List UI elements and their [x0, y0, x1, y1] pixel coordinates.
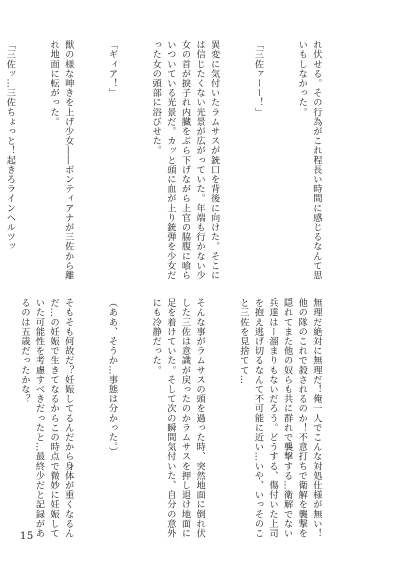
paragraph: （ああ、そうか…事態は分かった。） — [106, 298, 118, 457]
paragraph: そんな事がラムサスの頭を過った時、突然地面に倒れ伏した三佐は意識が戻ったのかラムサスを押し退け地面に足を着けていた。そして次の瞬間気付いた、自分の意外にも冷静だった。 — [150, 298, 206, 538]
paragraph: 無理だ絶対に無理だ！俺一人でこんな対処仕様が無い！他の隊のこれで殺されるのか！不意打ちで衛解を襲撃を隠れてまた他の奴らも共に群れで襲撃する…衛解でない兵達はー溜まりもないだろう。どうする、傷付いた上司を抱え逃げ切るなんて不可能に近い…いや、いっそのこと三佐を見捨てて… — [237, 298, 322, 538]
paragraph: そもそも何故だ？妊娠してるんだから身体が重くなるんだ…の妊娠で生きてなるからこの時点で微妙に妊娠していた可能性を考慮すべきだったと…最終少だと記録があるのは五歳だったかな？ — [18, 298, 74, 538]
paragraph: 異変に気付いたラムサスが銃口を背後に向けた。そこには信じたくない光景が広がっていた。年端も行かない少女の首が捩子れ内臓をぶら下げながら上官の脇腹に喰らいついている光景だ。カッと頭に血が上り銃弾を少女だった女の頭部に浴びせた。 — [150, 40, 220, 280]
paragraph: れ伏せる。その行為がこれ程長い時間に感じるなんて思いもしなかった。 — [296, 40, 322, 280]
page-number: 15 — [20, 531, 34, 542]
paragraph: 「ギィア！」 — [106, 40, 118, 98]
paragraph: 「三佐ァーー！」 — [252, 40, 264, 117]
upper-text-block — [4, 40, 352, 284]
paragraph: 「三佐ッ…三佐ちょっと！起きろラインヘルツッ — [4, 40, 16, 252]
paragraph: 獣の様な呻きを上げ少女――ボンティアナが三佐から離れ地面に転がった。 — [48, 40, 74, 280]
